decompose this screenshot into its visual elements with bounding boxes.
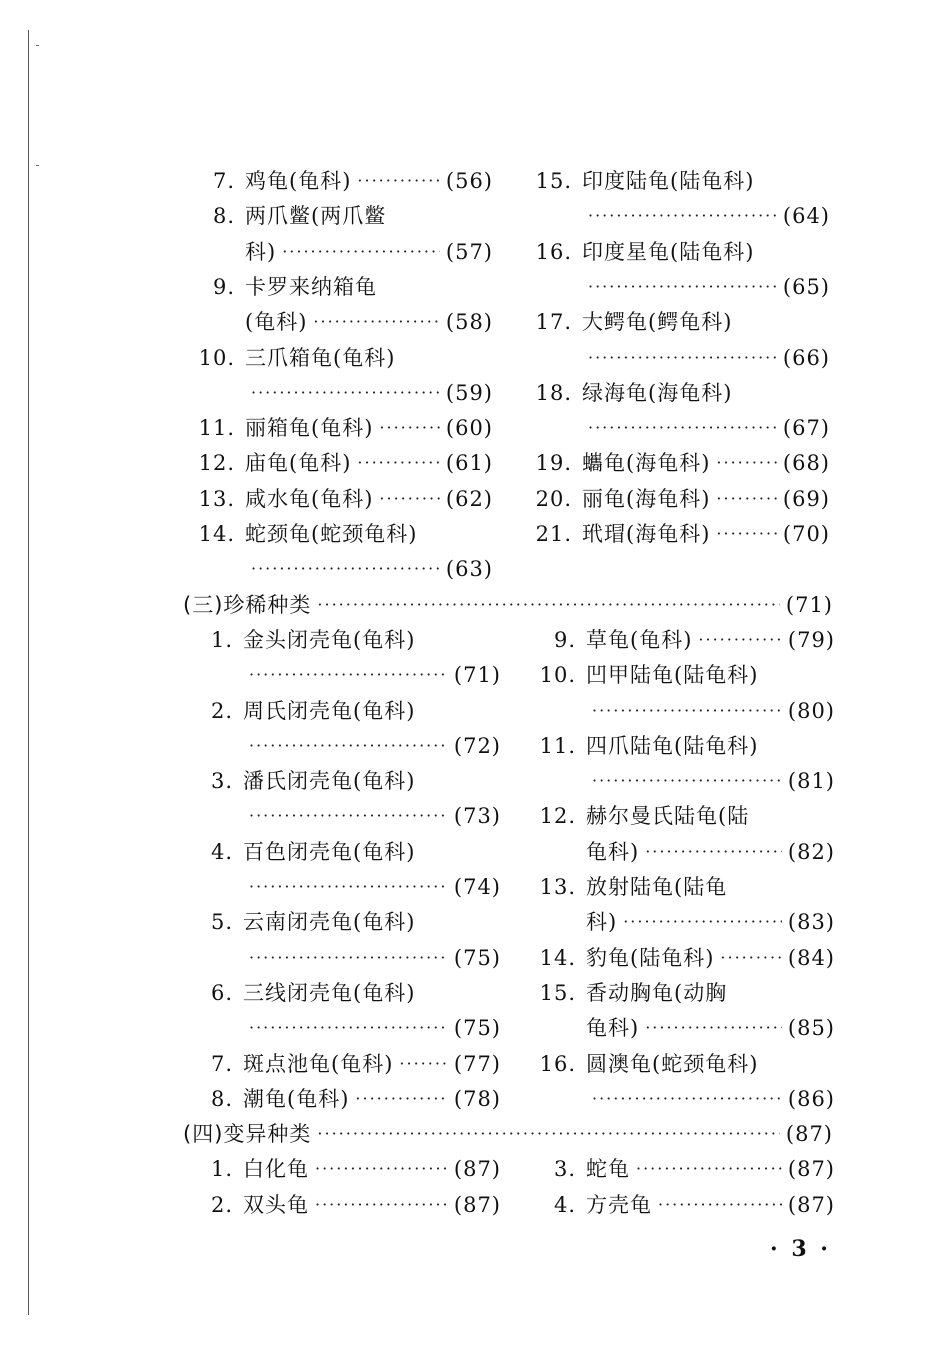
dot-leader bbox=[313, 306, 440, 338]
entry-title: 双头龟 bbox=[243, 1192, 309, 1217]
dot-leader bbox=[588, 271, 777, 303]
entry-title: 云南闭壳龟(龟科) bbox=[243, 910, 416, 935]
entry-page: (70) bbox=[782, 522, 830, 546]
dot-leader bbox=[720, 942, 782, 974]
entry-title: 蛇颈龟(蛇颈龟科) bbox=[245, 522, 418, 546]
entry-number: 10. bbox=[539, 663, 576, 688]
dot-leader bbox=[379, 483, 440, 515]
entry-title: 四爪陆龟(陆龟科) bbox=[586, 733, 759, 758]
toc-entry bbox=[520, 377, 830, 409]
entry-page: (58) bbox=[445, 310, 493, 335]
toc-entry bbox=[520, 836, 835, 868]
toc-entry bbox=[520, 730, 835, 762]
toc-entry bbox=[520, 1189, 835, 1221]
entry-page: (85) bbox=[787, 1016, 835, 1041]
entry-title: 鸡龟(龟科) bbox=[245, 169, 352, 193]
entry-title: 三线闭壳龟(龟科) bbox=[243, 980, 416, 1005]
entry-number: 17. bbox=[535, 310, 572, 335]
toc-entry bbox=[183, 1012, 501, 1044]
toc-entry bbox=[520, 412, 830, 444]
toc-entry bbox=[520, 906, 835, 938]
dot-leader bbox=[645, 1012, 782, 1044]
entry-page: (87) bbox=[787, 1157, 835, 1182]
toc-entry bbox=[183, 1083, 501, 1115]
entry-number: 20. bbox=[535, 486, 572, 511]
entry-page: (62) bbox=[445, 486, 493, 511]
entry-title: 印度星龟(陆龟科) bbox=[582, 239, 755, 264]
entry-number: 16. bbox=[539, 1051, 576, 1076]
toc-entry bbox=[520, 942, 835, 974]
toc-entry bbox=[520, 977, 835, 1009]
entry-number: 13. bbox=[539, 875, 576, 899]
dot-leader bbox=[716, 483, 777, 515]
dot-leader bbox=[588, 412, 777, 444]
dot-leader bbox=[658, 1189, 782, 1221]
entry-number: 9. bbox=[553, 627, 576, 652]
toc-entry bbox=[183, 1048, 501, 1080]
entry-page: (61) bbox=[445, 451, 493, 476]
entry-title: 印度陆龟(陆龟科) bbox=[582, 169, 755, 193]
entry-title: 龟科) bbox=[586, 1016, 640, 1041]
entry-number: 12. bbox=[198, 451, 235, 476]
toc-entry bbox=[183, 377, 493, 409]
dot-leader bbox=[355, 1083, 448, 1115]
entry-title: 庙龟(龟科) bbox=[245, 451, 352, 476]
dot-leader bbox=[698, 624, 782, 656]
entry-number: 14. bbox=[198, 522, 235, 546]
toc-entry bbox=[520, 765, 835, 797]
toc-entry bbox=[183, 730, 501, 762]
entry-title: 圆澳龟(蛇颈龟科) bbox=[586, 1051, 759, 1076]
entry-title: 草龟(龟科) bbox=[586, 627, 693, 652]
toc-entry bbox=[520, 695, 835, 727]
toc-entry bbox=[520, 200, 830, 232]
dot-leader bbox=[282, 236, 440, 268]
dot-leader bbox=[249, 1012, 448, 1044]
toc-entry bbox=[520, 1048, 835, 1080]
entry-page: (68) bbox=[782, 451, 830, 476]
toc-entry bbox=[183, 271, 493, 303]
entry-page: (86) bbox=[787, 1086, 835, 1111]
entry-title: 赫尔曼氏陆龟(陆 bbox=[586, 804, 750, 829]
entry-title: 白化龟 bbox=[243, 1157, 309, 1182]
dot-leader bbox=[315, 1189, 448, 1221]
section-heading bbox=[183, 1118, 833, 1150]
dot-leader bbox=[399, 1048, 448, 1080]
entry-title: 丽龟(海龟科) bbox=[582, 486, 711, 511]
entry-title: 潮龟(龟科) bbox=[243, 1086, 350, 1111]
toc-entry bbox=[183, 800, 501, 832]
entry-number: 15. bbox=[535, 169, 572, 193]
toc-entry bbox=[183, 342, 493, 374]
entry-page: (73) bbox=[453, 804, 501, 829]
entry-page: (60) bbox=[445, 416, 493, 441]
toc-entry bbox=[183, 765, 501, 797]
entry-title: 三爪箱龟(龟科) bbox=[245, 345, 396, 370]
entry-page: (65) bbox=[782, 274, 830, 299]
toc-entry bbox=[183, 1189, 501, 1221]
toc-entry bbox=[183, 695, 501, 727]
toc-entry bbox=[183, 447, 493, 479]
page-margin-line bbox=[28, 30, 29, 1315]
entry-title: 百色闭壳龟(龟科) bbox=[243, 839, 416, 864]
dot-leader bbox=[588, 342, 777, 374]
entry-number: 11. bbox=[198, 416, 235, 441]
dot-leader bbox=[357, 447, 440, 479]
dot-leader bbox=[317, 589, 780, 621]
dot-leader bbox=[251, 553, 440, 585]
entry-page: (63) bbox=[445, 557, 493, 582]
entry-title: 蛇龟 bbox=[586, 1157, 630, 1182]
toc-entry bbox=[520, 165, 830, 197]
dot-leader bbox=[251, 377, 440, 409]
entry-title: 潘氏闭壳龟(龟科) bbox=[243, 769, 416, 794]
entry-number: 3. bbox=[553, 1157, 576, 1182]
toc-entry bbox=[520, 871, 835, 903]
toc-entry bbox=[520, 518, 830, 550]
entry-number: 12. bbox=[539, 804, 576, 829]
entry-number: 7. bbox=[210, 1051, 233, 1076]
entry-page: (75) bbox=[453, 945, 501, 970]
entry-page: (64) bbox=[782, 204, 830, 229]
entry-page: (79) bbox=[787, 627, 835, 652]
entry-title: 方壳龟 bbox=[586, 1192, 652, 1217]
entry-number: 5. bbox=[210, 910, 233, 935]
toc-entry bbox=[520, 236, 830, 268]
toc-entry bbox=[183, 483, 493, 515]
entry-page: (87) bbox=[787, 1192, 835, 1217]
entry-number: 15. bbox=[539, 980, 576, 1005]
dot-leader bbox=[249, 730, 448, 762]
entry-title: 卡罗来纳箱龟 bbox=[245, 274, 377, 299]
entry-number: 4. bbox=[210, 839, 233, 864]
toc-entry bbox=[520, 483, 830, 515]
section-page: (87) bbox=[785, 1122, 833, 1147]
dot-leader bbox=[636, 1153, 782, 1185]
dot-leader bbox=[645, 836, 782, 868]
entry-page: (81) bbox=[787, 769, 835, 794]
page-number: · 3 · bbox=[770, 1236, 831, 1262]
toc-entry bbox=[183, 412, 493, 444]
entry-page: (67) bbox=[782, 416, 830, 441]
toc-entry bbox=[520, 342, 830, 374]
entry-title: 科) bbox=[245, 239, 277, 264]
entry-number: 7. bbox=[212, 169, 235, 193]
dot-leader bbox=[249, 800, 448, 832]
toc-entry bbox=[183, 624, 501, 656]
entry-page: (57) bbox=[445, 239, 493, 264]
entry-number: 4. bbox=[553, 1192, 576, 1217]
entry-number: 8. bbox=[212, 204, 235, 229]
entry-number: 2. bbox=[210, 1192, 233, 1217]
entry-number: 2. bbox=[210, 698, 233, 723]
toc-entry bbox=[183, 306, 493, 338]
toc-entry bbox=[520, 1153, 835, 1185]
entry-number: 10. bbox=[198, 345, 235, 370]
dot-leader bbox=[623, 906, 782, 938]
entry-title: 玳瑁(海龟科) bbox=[582, 522, 711, 546]
entry-page: (72) bbox=[453, 733, 501, 758]
toc-entry bbox=[183, 165, 493, 197]
entry-title: 龟科) bbox=[586, 839, 640, 864]
entry-page: (71) bbox=[453, 663, 501, 688]
entry-number: 14. bbox=[539, 945, 576, 970]
toc-entry bbox=[183, 236, 493, 268]
toc-entry bbox=[183, 836, 501, 868]
entry-number: 18. bbox=[535, 380, 572, 405]
toc-entry bbox=[520, 306, 830, 338]
entry-title: 科) bbox=[586, 910, 618, 935]
dot-leader bbox=[379, 412, 440, 444]
entry-page: (75) bbox=[453, 1016, 501, 1041]
entry-title: 大鳄龟(鳄龟科) bbox=[582, 310, 733, 335]
dot-leader bbox=[315, 1153, 448, 1185]
section-title: (四)变异种类 bbox=[183, 1122, 312, 1147]
entry-title: 周氏闭壳龟(龟科) bbox=[243, 698, 416, 723]
entry-number: 1. bbox=[210, 1157, 233, 1182]
toc-entry bbox=[183, 977, 501, 1009]
entry-page: (80) bbox=[787, 698, 835, 723]
dot-leader bbox=[317, 1118, 780, 1150]
entry-number: 21. bbox=[535, 522, 572, 546]
entry-number: 9. bbox=[212, 274, 235, 299]
toc-entry bbox=[520, 659, 835, 691]
entry-title: 斑点池龟(龟科) bbox=[243, 1051, 394, 1076]
entry-number: 13. bbox=[198, 486, 235, 511]
entry-title: 蠵龟(海龟科) bbox=[582, 451, 711, 476]
dot-leader bbox=[592, 1083, 782, 1115]
dot-leader bbox=[357, 165, 440, 197]
entry-page: (87) bbox=[453, 1157, 501, 1182]
entry-number: 11. bbox=[539, 733, 576, 758]
entry-title: 两爪鳖(两爪鳖 bbox=[245, 204, 387, 229]
entry-page: (56) bbox=[445, 169, 493, 193]
section-page: (71) bbox=[785, 592, 833, 617]
entry-title: (龟科) bbox=[245, 310, 308, 335]
entry-page: (84) bbox=[787, 945, 835, 970]
entry-title: 凹甲陆龟(陆龟科) bbox=[586, 663, 759, 688]
toc-entry bbox=[183, 518, 493, 550]
entry-title: 丽箱龟(龟科) bbox=[245, 416, 374, 441]
entry-page: (77) bbox=[453, 1051, 501, 1076]
toc-entry bbox=[520, 1012, 835, 1044]
entry-number: 3. bbox=[210, 769, 233, 794]
entry-number: 8. bbox=[210, 1086, 233, 1111]
entry-title: 金头闭壳龟(龟科) bbox=[243, 627, 416, 652]
entry-number: 16. bbox=[535, 239, 572, 264]
toc-entry bbox=[520, 624, 835, 656]
entry-page: (83) bbox=[787, 910, 835, 935]
toc-entry bbox=[183, 906, 501, 938]
toc-entry bbox=[520, 1083, 835, 1115]
margin-mark bbox=[36, 165, 39, 166]
entry-page: (87) bbox=[453, 1192, 501, 1217]
dot-leader bbox=[249, 659, 448, 691]
entry-number: 6. bbox=[210, 980, 233, 1005]
toc-entry bbox=[520, 800, 835, 832]
toc-entry bbox=[183, 553, 493, 585]
dot-leader bbox=[588, 200, 777, 232]
entry-number: 1. bbox=[210, 627, 233, 652]
toc-entry bbox=[183, 659, 501, 691]
entry-page: (59) bbox=[445, 380, 493, 405]
toc-entry bbox=[183, 1153, 501, 1185]
entry-title: 香动胸龟(动胸 bbox=[586, 980, 728, 1005]
entry-page: (74) bbox=[453, 875, 501, 899]
entry-title: 绿海龟(海龟科) bbox=[582, 380, 733, 405]
dot-leader bbox=[592, 765, 782, 797]
entry-page: (78) bbox=[453, 1086, 501, 1111]
entry-title: 放射陆龟(陆龟 bbox=[586, 875, 728, 899]
dot-leader bbox=[249, 871, 448, 903]
toc-entry bbox=[520, 447, 830, 479]
entry-page: (69) bbox=[782, 486, 830, 511]
section-heading bbox=[183, 589, 833, 621]
section-title: (三)珍稀种类 bbox=[183, 592, 312, 617]
dot-leader bbox=[716, 518, 777, 550]
entry-page: (82) bbox=[787, 839, 835, 864]
entry-page: (66) bbox=[782, 345, 830, 370]
toc-entry bbox=[520, 271, 830, 303]
dot-leader bbox=[592, 695, 782, 727]
dot-leader bbox=[249, 942, 448, 974]
entry-number: 19. bbox=[535, 451, 572, 476]
entry-title: 豹龟(陆龟科) bbox=[586, 945, 715, 970]
entry-title: 咸水龟(龟科) bbox=[245, 486, 374, 511]
toc-entry bbox=[183, 871, 501, 903]
margin-mark bbox=[36, 45, 39, 46]
toc-entry bbox=[183, 200, 493, 232]
toc-entry bbox=[183, 942, 501, 974]
dot-leader bbox=[716, 447, 777, 479]
